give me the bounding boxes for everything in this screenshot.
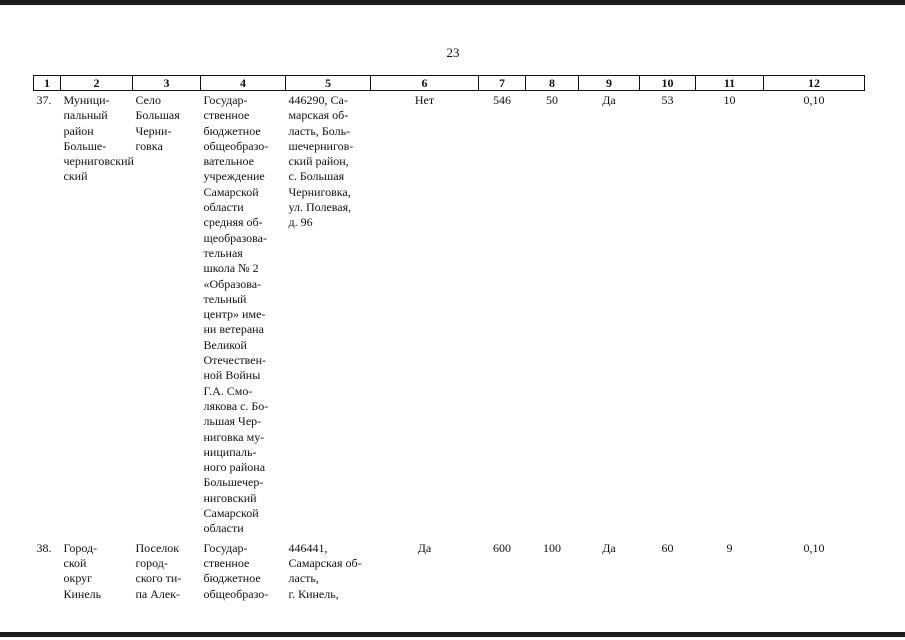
col12-cell: 0,10 xyxy=(803,93,825,107)
cell-line: Город- xyxy=(63,540,98,555)
cell-line: Государ- xyxy=(203,93,248,107)
cell-line: ного района xyxy=(203,460,266,475)
col9-cell: Да xyxy=(602,540,616,555)
cell-line: тельный xyxy=(203,291,247,306)
cell-line: город- xyxy=(135,555,168,570)
col12-cell: 0,10 xyxy=(803,540,825,555)
cell-line: Кинель xyxy=(63,586,102,601)
cell-line: тельная xyxy=(203,245,243,260)
cell-line: ул. Полевая, xyxy=(288,200,352,215)
header-cell: 3 xyxy=(133,76,201,91)
cell-line: ниципаль- xyxy=(203,444,257,459)
cell-line: Село xyxy=(135,93,161,107)
cell-line: Самарской xyxy=(203,506,259,521)
cell-line: район xyxy=(63,123,94,138)
cell-line: области xyxy=(203,521,244,536)
cell-line: Черниговка, xyxy=(288,184,351,199)
cell-line: учреждение xyxy=(203,169,265,184)
cell-line: пальный xyxy=(63,108,108,123)
cell-line: г. Кинель, xyxy=(288,586,339,601)
cell-line: Муници- xyxy=(63,93,110,107)
cell-line: ской xyxy=(63,555,87,570)
cell-line: 446290, Са- xyxy=(288,93,348,107)
cell-line: области xyxy=(203,200,244,215)
cell-line: шечернигов- xyxy=(288,138,354,153)
cell-line: д. 96 xyxy=(288,215,313,230)
address-cell xyxy=(286,537,371,613)
header-cell: 2 xyxy=(61,76,133,91)
header-cell: 6 xyxy=(371,76,479,91)
cell-line: с. Большая xyxy=(288,169,345,184)
header-cell: 11 xyxy=(696,76,764,91)
cell-line: бюджетное xyxy=(203,123,261,138)
col10-cell: 60 xyxy=(661,540,674,555)
cell-line: Большечер- xyxy=(203,475,264,490)
institution-cell xyxy=(201,91,286,537)
header-cell: 9 xyxy=(579,76,640,91)
district-cell xyxy=(61,537,133,613)
col7-cell: 546 xyxy=(493,93,511,107)
header-cell: 7 xyxy=(479,76,526,91)
header-cell: 8 xyxy=(526,76,579,91)
col11-cell: 9 xyxy=(726,540,733,555)
table-row xyxy=(34,537,865,613)
cell-line: средняя об- xyxy=(203,215,263,230)
cell-line: 446441, xyxy=(288,540,328,555)
locality-cell xyxy=(133,537,201,613)
header-cell: 4 xyxy=(201,76,286,91)
col9-cell: Да xyxy=(602,93,616,107)
table-row xyxy=(34,91,865,537)
row-number-cell: 37. xyxy=(36,93,52,107)
cell-line: бюджетное xyxy=(203,571,261,586)
scan-edge-bottom xyxy=(0,632,905,637)
cell-line: ский xyxy=(63,169,88,184)
cell-line: центр» име- xyxy=(203,307,266,322)
cell-line: Самарской xyxy=(203,184,259,199)
col10-cell: 53 xyxy=(661,93,674,107)
cell-line: льшая Чер- xyxy=(203,414,262,429)
cell-line: марская об- xyxy=(288,108,349,123)
cell-line: Большая xyxy=(135,108,180,123)
institution-cell xyxy=(201,537,286,613)
cell-line: Г.А. Смо- xyxy=(203,383,253,398)
cell-line: ниговский xyxy=(203,490,257,505)
header-cell: 12 xyxy=(764,76,865,91)
cell-line: Отечествен- xyxy=(203,353,267,368)
cell-line: общеобразо- xyxy=(203,586,269,601)
header-row xyxy=(34,76,865,91)
cell-line: школа № 2 xyxy=(203,261,259,276)
page-number: 23 xyxy=(446,45,460,60)
cell-line: ского ти- xyxy=(135,571,182,586)
col6-cell: Да xyxy=(417,540,432,555)
cell-line: ственное xyxy=(203,555,250,570)
cell-line: Поселок xyxy=(135,540,180,555)
header-cell: 1 xyxy=(34,76,61,91)
address-cell xyxy=(286,91,371,537)
cell-line: Великой xyxy=(203,337,247,352)
cell-line: Черни- xyxy=(135,123,172,138)
cell-line: ной Войны xyxy=(203,368,261,383)
row-number-cell: 38. xyxy=(36,540,52,555)
cell-line: Самарская об- xyxy=(288,555,362,570)
cell-line: лякова с. Бо- xyxy=(203,398,269,413)
data-table xyxy=(33,75,865,613)
header-cell: 10 xyxy=(640,76,696,91)
cell-line: ский район, xyxy=(288,154,349,169)
col11-cell: 10 xyxy=(723,93,736,107)
col6-cell: Нет xyxy=(414,93,435,107)
cell-line: Больше- xyxy=(63,138,107,153)
cell-line: Государ- xyxy=(203,540,248,555)
cell-line: общеобразо- xyxy=(203,138,269,153)
cell-line: ниговка му- xyxy=(203,429,265,444)
cell-line: говка xyxy=(135,138,163,153)
district-cell xyxy=(61,91,133,537)
cell-line: ласть, xyxy=(288,571,319,586)
col7-cell: 600 xyxy=(493,540,511,555)
cell-line: вательное xyxy=(203,154,254,169)
cell-line: округ xyxy=(63,571,93,586)
cell-line: па Алек- xyxy=(135,586,181,601)
header-cell: 5 xyxy=(286,76,371,91)
col8-cell: 50 xyxy=(546,93,558,107)
cell-line: «Образова- xyxy=(203,276,262,291)
cell-line: щеобразова- xyxy=(203,230,267,245)
locality-cell xyxy=(133,91,201,537)
scan-edge-top xyxy=(0,0,905,5)
cell-line: черниговский xyxy=(63,154,134,169)
cell-line: ственное xyxy=(203,108,250,123)
col8-cell: 100 xyxy=(543,540,561,555)
cell-line: ласть, Боль- xyxy=(288,123,351,138)
cell-line: ни ветерана xyxy=(203,322,264,337)
